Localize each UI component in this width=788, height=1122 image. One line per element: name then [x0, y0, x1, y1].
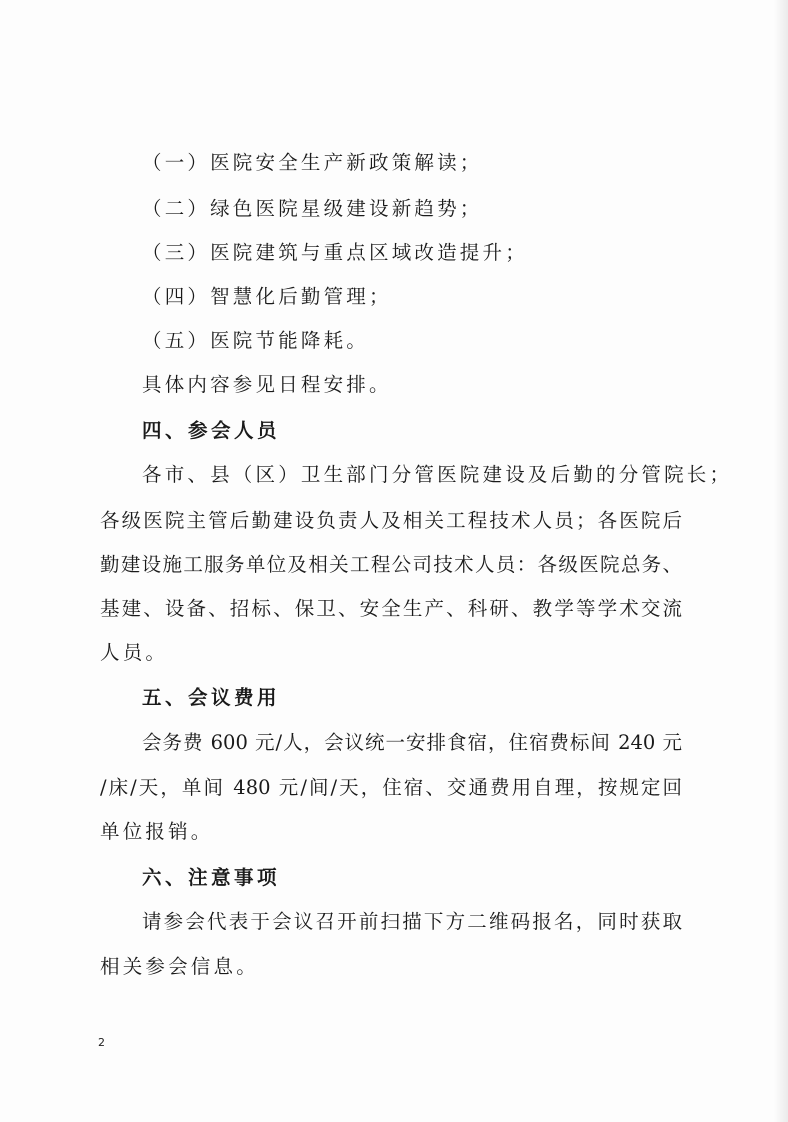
section-4-heading: 四、参会人员	[142, 419, 281, 442]
list-item-3: （三）医院建筑与重点区域改造提升；	[142, 241, 528, 264]
list-item-2: （二）绿色医院星级建设新趋势；	[142, 197, 483, 220]
section-4-line-5: 人员。	[100, 641, 169, 664]
section-4-line-1: 各市、县（区）卫生部门分管医院建设及后勤的分管院长；	[142, 463, 733, 486]
list-item-5: （五）医院节能降耗。	[142, 329, 370, 352]
section-5-line-2: /床/天，单间 480 元/间/天，住宿、交通费用自理，按规定回	[100, 776, 682, 799]
section-4-line-4: 基建、设备、招标、保卫、安全生产、科研、教学等学术交流	[100, 597, 682, 620]
page-number: 2	[98, 1036, 105, 1049]
section-4-line-3: 勤建设施工服务单位及相关工程公司技术人员：各级医院总务、	[100, 553, 682, 576]
section-4-line-2: 各级医院主管后勤建设负责人及相关工程技术人员；各医院后	[100, 509, 682, 532]
section-6-line-1: 请参会代表于会议召开前扫描下方二维码报名，同时获取	[142, 910, 682, 933]
section-5-heading: 五、会议费用	[142, 686, 281, 709]
list-item-1: （一）医院安全生产新政策解读；	[142, 151, 483, 174]
scan-edge-shadow	[774, 0, 788, 1122]
section-5-line-1: 会务费 600 元/人，会议统一安排食宿，住宿费标间 240 元	[142, 731, 682, 754]
list-item-4: （四）智慧化后勤管理；	[142, 285, 392, 308]
schedule-note: 具体内容参见日程安排。	[142, 373, 392, 396]
section-5-line-3: 单位报销。	[100, 820, 214, 843]
section-6-heading: 六、注意事项	[142, 866, 281, 889]
section-6-line-2: 相关参会信息。	[100, 955, 259, 978]
